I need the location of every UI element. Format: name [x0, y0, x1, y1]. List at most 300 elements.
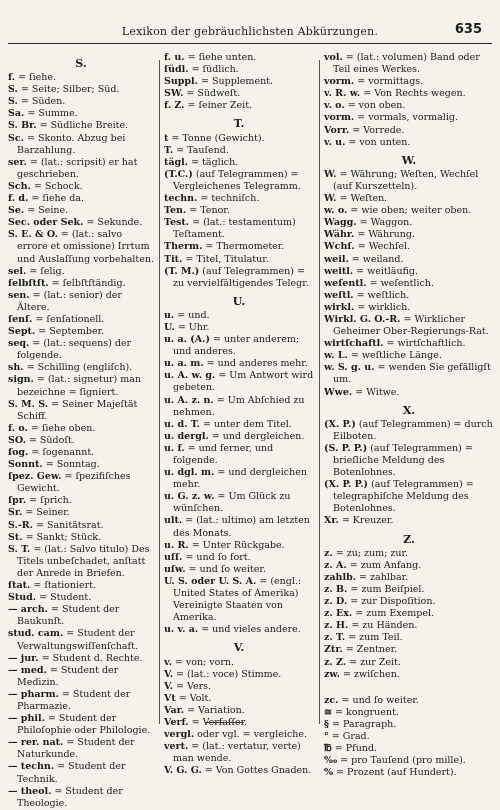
entry-abbreviation: Wagg.	[324, 217, 357, 229]
entry-meaning: = wirtſchaftlich.	[383, 338, 466, 350]
dictionary-entry	[164, 358, 314, 370]
dictionary-entry	[164, 254, 314, 266]
dictionary-entry	[164, 217, 314, 241]
entry-meaning: = von; vorn.	[171, 656, 235, 668]
dictionary-entry	[8, 120, 154, 132]
entry-abbreviation: — phil.	[8, 713, 45, 725]
dictionary-entry	[8, 181, 154, 193]
dictionary-entry	[324, 112, 494, 124]
dictionary-entry	[8, 193, 154, 205]
entry-abbreviation: %	[324, 767, 334, 779]
entry-meaning: = Schock.	[30, 180, 83, 192]
entry-abbreviation: Vt	[164, 692, 176, 704]
entry-meaning: = Thermometer.	[202, 241, 285, 253]
entry-meaning: = (lat.: testamentum) Teſtament.	[173, 217, 296, 241]
entry-abbreviation: sel.	[8, 265, 27, 277]
entry-meaning: (auf Telegrammen) = brieſliche Meldung des Botenlohnes.	[333, 442, 473, 479]
entry-meaning: = (lat.: scripsit) er hat geschrieben.	[17, 156, 138, 180]
entry-abbreviation: w. o.	[324, 205, 348, 217]
dictionary-entry	[164, 419, 314, 431]
entry-meaning: = Paragraph.	[328, 718, 397, 730]
dictionary-entry	[8, 520, 154, 532]
entry-abbreviation: — jur.	[8, 652, 39, 664]
section-heading: T.	[233, 117, 245, 131]
entry-abbreviation: z. B.	[324, 583, 348, 595]
entry-abbreviation: z. Ex.	[324, 608, 353, 620]
entry-abbreviation: uſſ.	[164, 551, 183, 563]
dictionary-entry	[164, 169, 314, 193]
entry-abbreviation: sign.	[8, 374, 34, 386]
entry-meaning: = Sanitätsrat.	[32, 519, 104, 531]
entry-abbreviation: Se.	[8, 205, 25, 217]
entry-abbreviation: v.	[164, 656, 172, 668]
entry-abbreviation: u. v. a.	[164, 624, 199, 636]
entry-meaning: = zum Teil.	[345, 632, 403, 644]
entry-meaning: = Uhr.	[174, 321, 210, 333]
entry-abbreviation: f. o.	[8, 422, 28, 434]
entry-meaning: = Prozent (auf Hundert).	[333, 767, 457, 779]
entry-abbreviation: u. A. z. n.	[164, 394, 214, 406]
section-heading: W.	[401, 153, 417, 167]
dictionary-entry	[8, 689, 154, 713]
entry-meaning: = Student der Naturkunde.	[17, 737, 135, 761]
dictionary-entry	[8, 447, 154, 459]
dictionary-entry	[324, 314, 494, 338]
dictionary-entry	[324, 278, 494, 290]
dictionary-entry	[324, 125, 494, 137]
entry-meaning: = Student der Theologie.	[17, 785, 123, 809]
entry-abbreviation: Stud.	[8, 592, 37, 604]
dictionary-entry	[164, 205, 314, 217]
entry-meaning: = (engl.: United States of Amerika) Vereinigte Staaten von Amerika.	[173, 575, 302, 624]
section-heading: V.	[233, 641, 245, 655]
entry-meaning: = Seite; Silber; Süd.	[17, 84, 120, 96]
entry-meaning: = zur Zeit.	[346, 656, 401, 668]
entry-abbreviation: ſtat.	[8, 580, 31, 592]
dictionary-entry	[164, 443, 314, 467]
entry-meaning: = von oben.	[344, 100, 406, 112]
dictionary-entry	[164, 729, 314, 741]
dictionary-entry	[324, 548, 494, 560]
entry-meaning: = (lat.: salvo errore et omissione) Irrtum und Auslaſſung vorbehalten.	[17, 229, 154, 265]
entry-meaning: = ſüdlich.	[188, 64, 239, 76]
entry-meaning: = ſtationiert.	[30, 580, 97, 592]
dictionary-entry	[8, 495, 154, 507]
entry-meaning: = und ſo fort.	[182, 551, 251, 563]
entry-meaning: = zum Exempel.	[352, 608, 435, 620]
entry-abbreviation: (S. P. P.)	[324, 442, 368, 454]
entry-meaning: (auf Telegrammen) = durch Eilboten.	[333, 418, 493, 442]
entry-abbreviation: weſtl.	[324, 289, 354, 301]
entry-meaning: = (lat.: sequens) der folgende.	[17, 338, 132, 362]
entry-abbreviation: v. u.	[324, 136, 346, 148]
dictionary-entry	[324, 229, 494, 241]
dictionary-entry	[324, 572, 494, 584]
entry-abbreviation: Ztr.	[324, 644, 343, 656]
dictionary-entry	[164, 540, 314, 552]
dictionary-entry	[164, 657, 314, 669]
entry-meaning: = Sankt; Stück.	[22, 531, 102, 543]
entry-meaning: = zahlbar.	[356, 571, 409, 583]
entry-meaning: = Vorrede.	[349, 124, 405, 136]
entry-meaning: = wie oben; weiter oben.	[347, 205, 472, 217]
dictionary-entry	[324, 560, 494, 572]
dictionary-entry	[164, 515, 314, 539]
entry-meaning: = unter dem Titel.	[199, 418, 292, 430]
column-divider	[319, 60, 320, 724]
entry-meaning: = weſtliche Länge.	[347, 350, 442, 362]
dictionary-entry	[164, 310, 314, 322]
entry-meaning: = Um Antwort wird gebeten.	[173, 370, 314, 394]
entry-meaning: = und.	[174, 309, 210, 321]
dictionary-entry	[8, 326, 154, 338]
entry-abbreviation: v. o.	[324, 100, 345, 112]
entry-abbreviation: u. R.	[164, 539, 189, 551]
entry-abbreviation: U.	[164, 321, 175, 333]
entry-abbreviation: z. H.	[324, 620, 349, 632]
entry-meaning: = (lat.: ultimo) am letzten des Monats.	[173, 515, 310, 539]
entry-abbreviation: sh.	[8, 362, 24, 374]
entry-abbreviation: v. R. w.	[324, 88, 361, 100]
entry-abbreviation: (X. P. P.)	[324, 479, 369, 491]
entry-abbreviation: Vorr.	[324, 124, 350, 136]
entry-meaning: = zu Händen.	[348, 620, 418, 632]
section-heading: U.	[232, 294, 246, 308]
dictionary-entry	[324, 169, 494, 193]
dictionary-entry	[164, 681, 314, 693]
section-heading: X.	[402, 403, 416, 417]
entry-abbreviation: ſog.	[8, 447, 29, 458]
entry-meaning: = Student der Pharmazie.	[17, 688, 131, 712]
dictionary-entry	[324, 719, 494, 731]
entry-meaning: = zu; zum; zur.	[332, 547, 409, 559]
dictionary-entry	[324, 302, 494, 314]
page-number: 635	[454, 22, 482, 37]
dictionary-entry	[8, 653, 154, 665]
dictionary-entry	[164, 157, 314, 169]
dictionary-entry	[164, 145, 314, 157]
dictionary-entry	[164, 334, 314, 358]
entry-meaning: = Schilling (engliſch).	[23, 362, 133, 374]
entry-meaning: = Student der Philoſophie oder Philologie.	[17, 713, 151, 737]
entry-meaning: = zur Dispoſition.	[347, 596, 436, 608]
entry-abbreviation: — rer. nat.	[8, 737, 64, 749]
entry-meaning: = Skonto. Abzug bei Barzahlung.	[17, 132, 126, 156]
entry-meaning: = zwiſchen.	[339, 668, 400, 680]
dictionary-entry	[164, 717, 314, 729]
entry-abbreviation: z.	[324, 547, 333, 559]
entry-meaning: = und vieles andere.	[198, 624, 301, 636]
entry-abbreviation: w. S. g. u.	[324, 362, 375, 374]
entry-abbreviation: ser.	[8, 156, 27, 168]
dictionary-entry	[324, 100, 494, 112]
entry-abbreviation: u. G. z. w.	[164, 491, 215, 503]
dictionary-entry	[8, 459, 154, 471]
dictionary-entry	[164, 100, 314, 112]
dictionary-entry	[164, 669, 314, 681]
dictionary-entry	[324, 88, 494, 100]
entry-abbreviation: Ten.	[164, 205, 187, 217]
entry-meaning: = ſprich.	[26, 495, 72, 507]
entry-abbreviation: ſelbſtſt.	[8, 277, 49, 289]
dictionary-entry	[8, 229, 154, 265]
entry-abbreviation: w. L.	[324, 350, 348, 362]
dictionary-entry	[324, 596, 494, 608]
entry-meaning: = ſiehe unten.	[184, 52, 257, 63]
dictionary-entry	[324, 767, 494, 779]
entry-abbreviation: ſenſ.	[8, 313, 33, 325]
entry-abbreviation: V.	[164, 668, 174, 680]
entry-meaning: (auf Telegrammen) = Vergleichenes Telegramm.	[173, 168, 301, 192]
entry-meaning: = Wechſel.	[354, 241, 411, 253]
entry-meaning: = Pfund.	[331, 743, 378, 755]
dictionary-entry	[324, 137, 494, 149]
section-heading: S.	[75, 57, 87, 70]
entry-meaning: = Student der Verwaltungswiſſenſchaft.	[17, 628, 138, 652]
entry-meaning: = Waggon.	[356, 217, 413, 229]
entry-meaning: = von unten.	[345, 136, 411, 148]
entry-abbreviation: vorm.	[324, 76, 355, 88]
entry-meaning: = Währung.	[354, 229, 415, 241]
dictionary-entry	[164, 64, 314, 76]
entry-meaning: = zum Beiſpiel.	[347, 583, 425, 595]
entry-meaning: = weſtlich.	[353, 289, 410, 301]
entry-meaning: = Grad.	[328, 730, 370, 742]
entry-abbreviation: Test.	[164, 217, 190, 229]
entry-abbreviation: T.	[164, 144, 174, 156]
dictionary-entry	[8, 786, 154, 810]
entry-meaning: = (lat.: voce) Stimme.	[173, 668, 282, 680]
entry-meaning: = vormittags.	[354, 76, 424, 88]
dictionary-entry	[164, 133, 314, 145]
entry-meaning: = Weſten.	[336, 193, 388, 205]
dictionary-entry	[324, 608, 494, 620]
dictionary-entry	[8, 544, 154, 580]
dictionary-entry	[8, 362, 154, 374]
entry-meaning: = Währung; Weſten, Wechſel (auf Kurszetteln).	[333, 168, 479, 192]
entry-meaning: = ſpezifiſches Gewicht.	[17, 471, 131, 495]
entry-abbreviation: zw.	[324, 668, 340, 680]
entry-abbreviation: W.	[324, 168, 337, 180]
dictionary-entry	[8, 580, 154, 592]
entry-meaning: = Südoſt.	[25, 434, 75, 446]
dictionary-entry	[324, 644, 494, 656]
dictionary-entry	[8, 96, 154, 108]
entry-meaning: oder vgl. = vergleiche.	[194, 729, 308, 741]
entry-meaning: = Seiner.	[22, 507, 70, 519]
page-header	[8, 22, 492, 42]
entry-abbreviation: SW.	[164, 88, 184, 100]
entry-abbreviation: SO.	[8, 434, 26, 446]
entry-meaning: = ſenſationell.	[32, 313, 105, 325]
entry-abbreviation: zc.	[324, 694, 339, 706]
entry-abbreviation: °	[324, 730, 329, 742]
dictionary-entry	[8, 737, 154, 761]
dictionary-entry	[324, 695, 494, 707]
entry-abbreviation: wirtſchaftl.	[324, 338, 384, 350]
entry-abbreviation: Var.	[164, 704, 185, 716]
dictionary-entry	[8, 665, 154, 689]
entry-abbreviation: Sec. oder Sek.	[8, 217, 84, 229]
entry-meaning: = ſogenannt.	[28, 447, 95, 458]
entry-meaning: = Student der Medizin.	[17, 664, 119, 688]
dictionary-entry	[164, 552, 314, 564]
entry-abbreviation: weſentl.	[324, 277, 367, 289]
dictionary-entry	[164, 395, 314, 419]
dictionary-entry	[8, 761, 154, 785]
dictionary-entry	[8, 108, 154, 120]
dictionary-entry	[164, 765, 314, 777]
dictionary-entry	[324, 584, 494, 596]
dictionary-entry	[324, 193, 494, 205]
dictionary-entry	[8, 217, 154, 229]
dictionary-entry	[8, 72, 154, 84]
entry-meaning: = Südweſt.	[183, 88, 241, 100]
dictionary-entry	[324, 205, 494, 217]
entry-abbreviation: u.	[164, 309, 175, 321]
entry-meaning: = unter anderem; und anderes.	[173, 334, 300, 358]
dictionary-entry	[8, 592, 154, 604]
dictionary-entry	[164, 467, 314, 491]
entry-meaning: = ſiehe da.	[28, 193, 85, 205]
entry-meaning: = weſentlich.	[366, 277, 434, 289]
dictionary-entry	[324, 743, 494, 755]
entry-meaning: = Verfaſſer.	[188, 716, 248, 728]
entry-abbreviation: W.	[324, 193, 337, 205]
entry-meaning: = (lat.: Salvo titulo) Des Titels unbeſchadet, anſtatt der Anrede in Briefen.	[17, 543, 150, 579]
entry-abbreviation: u. f.	[164, 442, 185, 454]
entry-abbreviation: ℔	[324, 743, 332, 755]
entry-abbreviation: zahlb.	[324, 571, 357, 583]
entry-abbreviation: u. a. m.	[164, 358, 204, 370]
entry-meaning: = ſeiner Zeit.	[184, 100, 253, 112]
entry-abbreviation: vert.	[164, 741, 189, 753]
dictionary-entry	[324, 266, 494, 278]
entry-abbreviation: f. u.	[164, 52, 185, 63]
entry-abbreviation: (X. P.)	[324, 418, 356, 430]
entry-abbreviation: ſüdl.	[164, 64, 189, 76]
dictionary-entry	[164, 322, 314, 334]
entry-abbreviation: sen.	[8, 289, 30, 301]
entry-abbreviation: S. E. & O.	[8, 229, 58, 241]
entry-abbreviation: Therm.	[164, 241, 203, 253]
entry-abbreviation: vol.	[324, 52, 343, 63]
entry-meaning: (auf Telegrammen) = telegraphiſche Meldung des Botenlohnes.	[333, 479, 474, 515]
entry-abbreviation: ſpr.	[8, 495, 27, 507]
entry-abbreviation: z. A.	[324, 559, 347, 571]
dictionary-entry	[324, 241, 494, 253]
dictionary-entry	[164, 266, 314, 290]
entry-abbreviation: Sonnt.	[8, 459, 43, 471]
entry-meaning: = Titel, Titulatur.	[182, 253, 269, 265]
entry-abbreviation: St.	[8, 531, 23, 543]
entry-abbreviation: z. T.	[324, 632, 346, 644]
entry-abbreviation: t	[164, 132, 169, 144]
dictionary-entry	[164, 52, 314, 64]
entry-abbreviation: Wchſ.	[324, 241, 355, 253]
entry-meaning: = (lat.: vertatur, verte) man wende.	[173, 741, 301, 765]
dictionary-entry	[164, 76, 314, 88]
entry-meaning: = wirklich.	[354, 301, 411, 313]
entry-meaning: = Volt.	[175, 692, 212, 704]
dictionary-entry	[324, 657, 494, 669]
entry-abbreviation: f. d.	[8, 193, 29, 205]
dictionary-entry	[324, 290, 494, 302]
entry-abbreviation: ‰	[324, 755, 338, 767]
entry-abbreviation: u. d. T.	[164, 418, 200, 430]
entry-abbreviation: Suppl.	[164, 76, 198, 88]
columns-container	[8, 52, 496, 809]
entry-meaning: = weiland.	[348, 253, 404, 265]
entry-meaning: = Südliche Breite.	[36, 120, 129, 132]
entry-abbreviation: f. Z.	[164, 100, 185, 112]
entry-meaning: = September.	[35, 326, 105, 338]
dictionary-entry	[8, 399, 154, 423]
dictionary-entry	[8, 338, 154, 362]
entry-abbreviation: — arch.	[8, 604, 48, 616]
entry-abbreviation: S. T.	[8, 543, 31, 555]
entry-abbreviation: weitl.	[324, 265, 354, 277]
dictionary-entry	[164, 241, 314, 253]
column-1	[8, 52, 154, 809]
entry-abbreviation: wirkl.	[324, 301, 355, 313]
entry-abbreviation: Verf.	[164, 716, 189, 728]
entry-abbreviation: — techn.	[8, 761, 55, 773]
entry-meaning: = Süden.	[17, 96, 66, 108]
entry-abbreviation: ult.	[164, 515, 183, 527]
entry-abbreviation: ſpez. Gew.	[8, 471, 62, 483]
entry-meaning: = Zentner.	[342, 644, 398, 656]
entry-abbreviation: Sch.	[8, 180, 31, 192]
entry-meaning: = techniſch.	[197, 193, 260, 205]
entry-abbreviation: S.-R.	[8, 519, 33, 531]
dictionary-entry	[8, 471, 154, 495]
entry-meaning: = Tauſend.	[173, 144, 229, 156]
entry-abbreviation: u. a. (A.)	[164, 334, 210, 346]
dictionary-entry	[8, 435, 154, 447]
entry-abbreviation: Sr.	[8, 507, 23, 519]
entry-abbreviation: Währ.	[324, 229, 355, 241]
entry-abbreviation: uſw.	[164, 563, 186, 575]
entry-abbreviation: vorm.	[324, 112, 355, 124]
dictionary-entry	[324, 479, 494, 515]
entry-abbreviation: Wwe.	[324, 386, 353, 398]
entry-meaning: = (lat.: volumen) Band oder Teil eines Werkes.	[333, 52, 480, 76]
entry-abbreviation: tägl.	[164, 156, 189, 168]
entry-meaning: = und ferner, und folgende.	[173, 442, 274, 466]
entry-meaning: = Von Rechts wegen.	[360, 88, 466, 100]
entry-meaning: = Unter Rückgabe.	[188, 539, 285, 551]
entry-abbreviation: Sa.	[8, 108, 25, 120]
dictionary-entry	[324, 217, 494, 229]
header-rule	[8, 43, 492, 44]
dictionary-entry	[164, 431, 314, 443]
entry-meaning: = Variation.	[184, 704, 245, 716]
entry-meaning: = ſelbſtſtändig.	[48, 277, 126, 289]
dictionary-entry	[164, 370, 314, 394]
entry-meaning: = (lat.: senior) der Ältere.	[17, 289, 122, 313]
dictionary-entry	[8, 84, 154, 96]
entry-abbreviation: weil.	[324, 253, 349, 265]
entry-abbreviation: Sc.	[8, 132, 24, 144]
entry-abbreviation: z. D.	[324, 596, 348, 608]
dictionary-entry	[164, 741, 314, 765]
entry-abbreviation: §	[324, 718, 329, 730]
entry-meaning: = und ſo weiter.	[338, 694, 419, 706]
entry-abbreviation: V. G. G.	[164, 765, 202, 777]
dictionary-entry	[8, 278, 154, 290]
entry-abbreviation: u. dgl. m.	[164, 467, 215, 479]
